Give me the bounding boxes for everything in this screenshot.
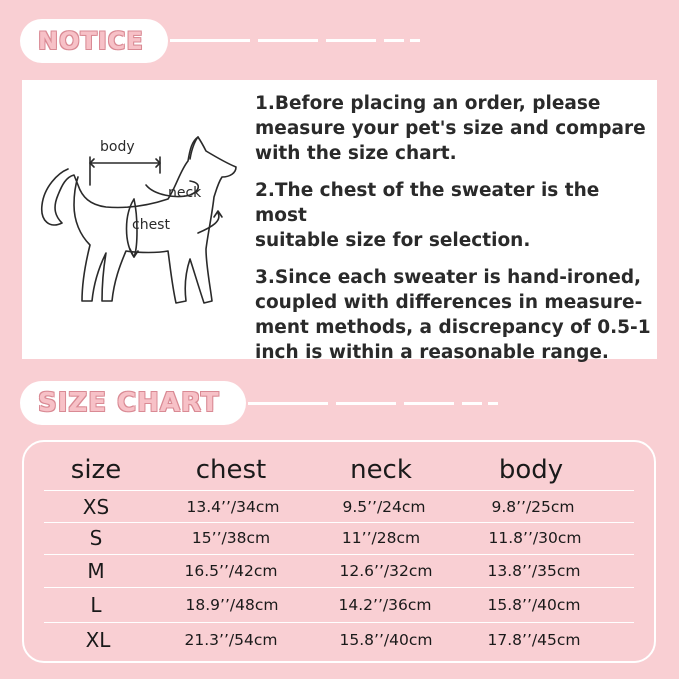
size-chart-title-divider [248, 402, 508, 405]
notice-title: NOTICE [38, 27, 144, 55]
cell-chest: 13.4’’/34cm [186, 498, 280, 516]
table-divider [44, 622, 634, 623]
table-row [0, 590, 679, 620]
table-row [0, 625, 679, 655]
chest-label: chest [132, 217, 170, 233]
instruction-item: 3.Since each sweater is hand-ironed, coupled with differences in measure- ment methods, a discrepancy of 0.5-1 inch is within a reasonable range. [255, 267, 651, 363]
cell-neck: 12.6’’/32cm [339, 562, 433, 580]
cell-chest: 15’’/38cm [191, 529, 271, 547]
cell-body: 17.8’’/45cm [487, 631, 581, 649]
cell-body: 9.8’’/25cm [491, 498, 575, 516]
table-divider [44, 554, 634, 555]
table-row [0, 556, 679, 586]
table-divider [44, 490, 634, 491]
header-size: size [70, 455, 122, 485]
cell-body: 15.8’’/40cm [487, 596, 581, 614]
cell-body: 11.8’’/30cm [488, 529, 582, 547]
cell-chest: 16.5’’/42cm [184, 562, 278, 580]
cell-body: 13.8’’/35cm [487, 562, 581, 580]
cell-size: M [87, 559, 105, 583]
cell-size: L [90, 593, 102, 617]
cell-neck: 14.2’’/36cm [338, 596, 432, 614]
body-label: body [100, 139, 135, 155]
header-neck: neck [350, 455, 412, 485]
size-chart-title-pill [20, 381, 246, 425]
cell-chest: 21.3’’/54cm [184, 631, 278, 649]
cell-size: XS [82, 495, 110, 519]
cell-size: S [89, 526, 103, 550]
cell-chest: 18.9’’/48cm [185, 596, 279, 614]
instruction-item: 1.Before placing an order, please measure your pet's size and compare with the size chart. [255, 93, 646, 164]
cell-neck: 9.5’’/24cm [342, 498, 426, 516]
notice-title-pill [20, 19, 168, 63]
header-body: body [498, 455, 564, 485]
cell-neck: 15.8’’/40cm [339, 631, 433, 649]
dog-measurement-diagram [30, 125, 245, 325]
table-row [0, 492, 679, 522]
instruction-item: 2.The chest of the sweater is the most suitable size for selection. [255, 180, 600, 251]
cell-size: XL [85, 628, 111, 652]
table-row [0, 523, 679, 553]
size-chart-title: SIZE CHART [38, 388, 220, 418]
table-header-row [0, 450, 679, 490]
instructions-list [255, 91, 655, 377]
header-chest: chest [195, 455, 267, 485]
table-divider [44, 587, 634, 588]
cell-neck: 11’’/28cm [341, 529, 421, 547]
notice-title-divider [170, 39, 430, 42]
neck-label: neck [168, 185, 202, 201]
